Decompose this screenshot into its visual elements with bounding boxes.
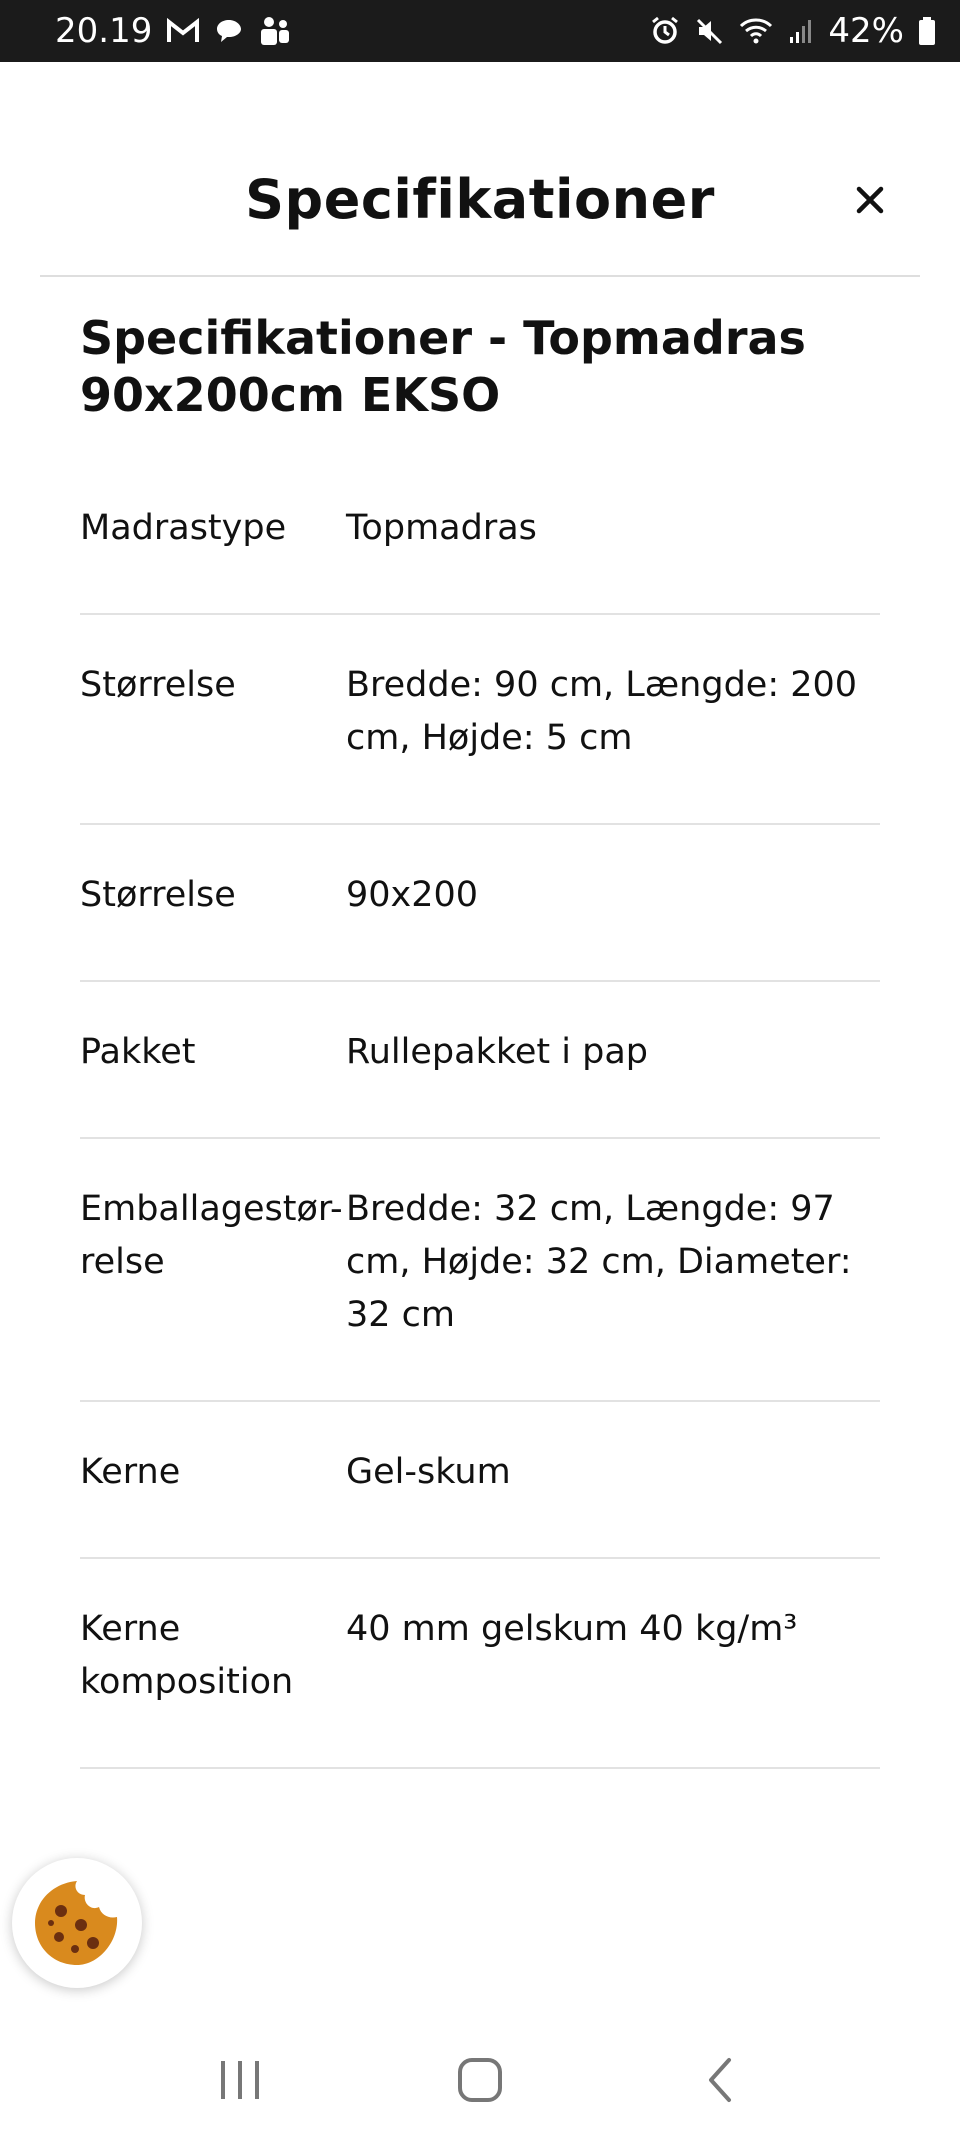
gmail-icon [166,18,200,44]
signal-icon [788,17,814,45]
status-bar [0,0,960,62]
modal-title: Specifikationer [245,168,715,231]
spec-label: Størrelse [80,665,236,705]
back-icon [705,2057,735,2103]
mute-icon [694,16,724,46]
modal-header [40,62,920,277]
spec-value: Gel-skum [346,1452,511,1492]
alarm-icon [650,16,680,46]
spec-value: Bredde: 90 cm, Længde: 200 cm, Højde: 5 cm [346,665,858,758]
status-left [55,11,292,51]
status-time: 20.19 [55,11,153,51]
back-button[interactable] [660,2035,780,2125]
spec-row [80,982,880,1139]
spec-value: Rullepakket i pap [346,1032,648,1072]
teams-icon [258,16,292,46]
spec-label: Madrastype [80,508,287,548]
chat-bubble-icon [214,17,244,45]
spec-row [80,1559,880,1769]
spec-label: Kerne komposition [80,1609,294,1702]
spec-value: Topmadras [346,508,537,548]
spec-label: Pakket [80,1032,196,1072]
spec-value: 90x200 [346,875,479,915]
close-button[interactable] [850,180,890,220]
spec-content [80,310,880,1769]
battery-icon [918,16,936,46]
cookie-settings-button[interactable] [12,1858,142,1988]
spec-row [80,1139,880,1402]
spec-row [80,615,880,825]
spec-label: Kerne [80,1452,181,1492]
close-icon [855,185,885,215]
cookie-icon [31,1877,123,1969]
spec-row [80,1402,880,1559]
spec-row [80,458,880,615]
spec-table [80,458,880,1769]
recents-button[interactable] [180,2035,300,2125]
spec-row [80,825,880,982]
wifi-icon [738,16,774,46]
home-icon [457,2057,503,2103]
recents-icon [217,2058,263,2102]
home-button[interactable] [420,2035,540,2125]
spec-label: Størrelse [80,875,236,915]
spec-value: Bredde: 32 cm, Længde: 97 cm, Højde: 32 cm, Diameter: 32 cm [346,1189,852,1335]
spec-value: 40 mm gelskum 40 kg/m³ [346,1609,798,1649]
nav-bar [0,2020,960,2140]
spec-label: Emballagestør-relse [80,1189,343,1282]
product-heading: Specifikationer - Topmadras 90x200cm EKSO [80,311,806,422]
status-right [650,11,936,51]
battery-percent: 42% [828,11,904,51]
